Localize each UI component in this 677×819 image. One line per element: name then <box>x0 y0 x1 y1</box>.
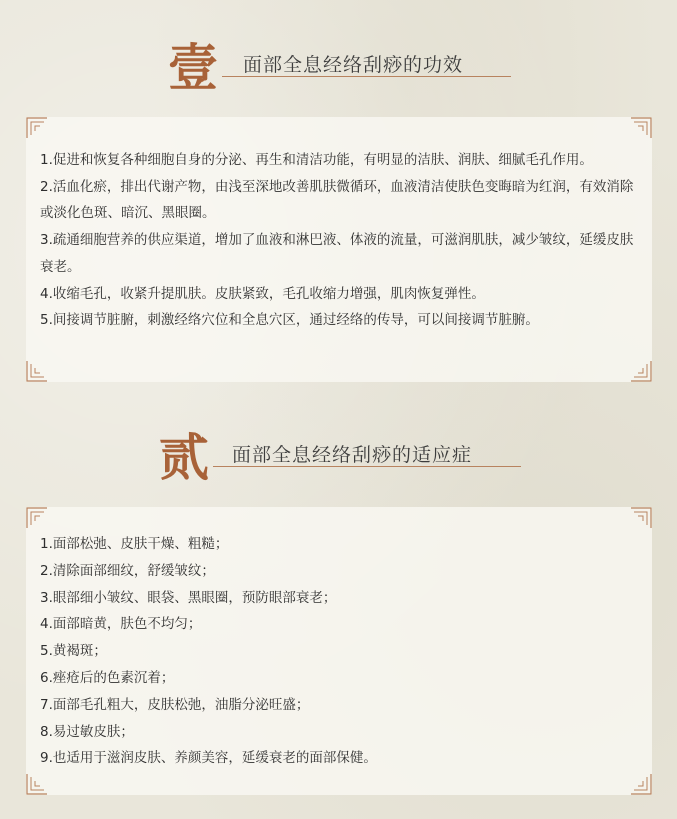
list-item: 4.收缩毛孔，收紧升提肌肤。皮肤紧致，毛孔收缩力增强，肌肉恢复弹性。 <box>40 285 485 302</box>
list-item: 3.眼部细小皱纹、眼袋、黑眼圈，预防眼部衰老； <box>40 589 337 606</box>
corner-ornament-icon <box>26 773 48 795</box>
section-numeral: 壹 <box>168 38 218 97</box>
corner-ornament-icon <box>26 117 48 139</box>
indications-panel <box>26 507 652 795</box>
corner-ornament-icon <box>630 773 652 795</box>
list-item: 8.易过敏皮肤； <box>40 723 134 740</box>
section-numeral: 贰 <box>159 428 209 487</box>
corner-ornament-icon <box>630 117 652 139</box>
corner-ornament-icon <box>26 507 48 529</box>
section-header-indications <box>0 428 677 492</box>
section-title: 面部全息经络刮痧的功效 <box>243 54 464 76</box>
list-item: 1.面部松弛、皮肤干燥、粗糙； <box>40 536 229 552</box>
list-item: 9.也适用于滋润皮肤、养颜美容，延缓衰老的面部保健。 <box>40 750 377 767</box>
list-item: 5.黄褐斑； <box>40 643 107 660</box>
title-underline <box>222 76 511 77</box>
list-item: 2.活血化瘀，排出代谢产物，由浅至深地改善肌肤微循环，血液清洁使肤色变晦暗为红润，有效消除或淡化色斑、暗沉、黑眼圈。 <box>40 178 634 222</box>
benefits-panel <box>26 117 652 382</box>
list-item: 3.疏通细胞营养的供应渠道，增加了血液和淋巴液、体液的流量，可滋润肌肤，减少皱纹，延缓皮肤衰老。 <box>40 232 634 275</box>
corner-ornament-icon <box>630 360 652 382</box>
section-header-benefits <box>0 38 677 102</box>
benefits-list <box>40 147 642 334</box>
list-item: 2.清除面部细纹，舒缓皱纹； <box>40 562 215 579</box>
list-item: 5.间接调节脏腑，刺激经络穴位和全息穴区，通过经络的传导，可以间接调节脏腑。 <box>40 312 539 329</box>
indications-list <box>40 531 642 772</box>
list-item: 1.促进和恢复各种细胞自身的分泌、再生和清洁功能，有明显的洁肤、润肤、细腻毛孔作用。 <box>40 152 593 168</box>
corner-ornament-icon <box>26 360 48 382</box>
list-item: 6.痤疮后的色素沉着； <box>40 669 175 686</box>
list-item: 7.面部毛孔粗大，皮肤松弛，油脂分泌旺盛； <box>40 696 310 713</box>
corner-ornament-icon <box>630 507 652 529</box>
list-item: 4.面部暗黄，肤色不均匀； <box>40 616 202 633</box>
section-title: 面部全息经络刮痧的适应症 <box>232 444 473 466</box>
title-underline <box>213 466 521 467</box>
